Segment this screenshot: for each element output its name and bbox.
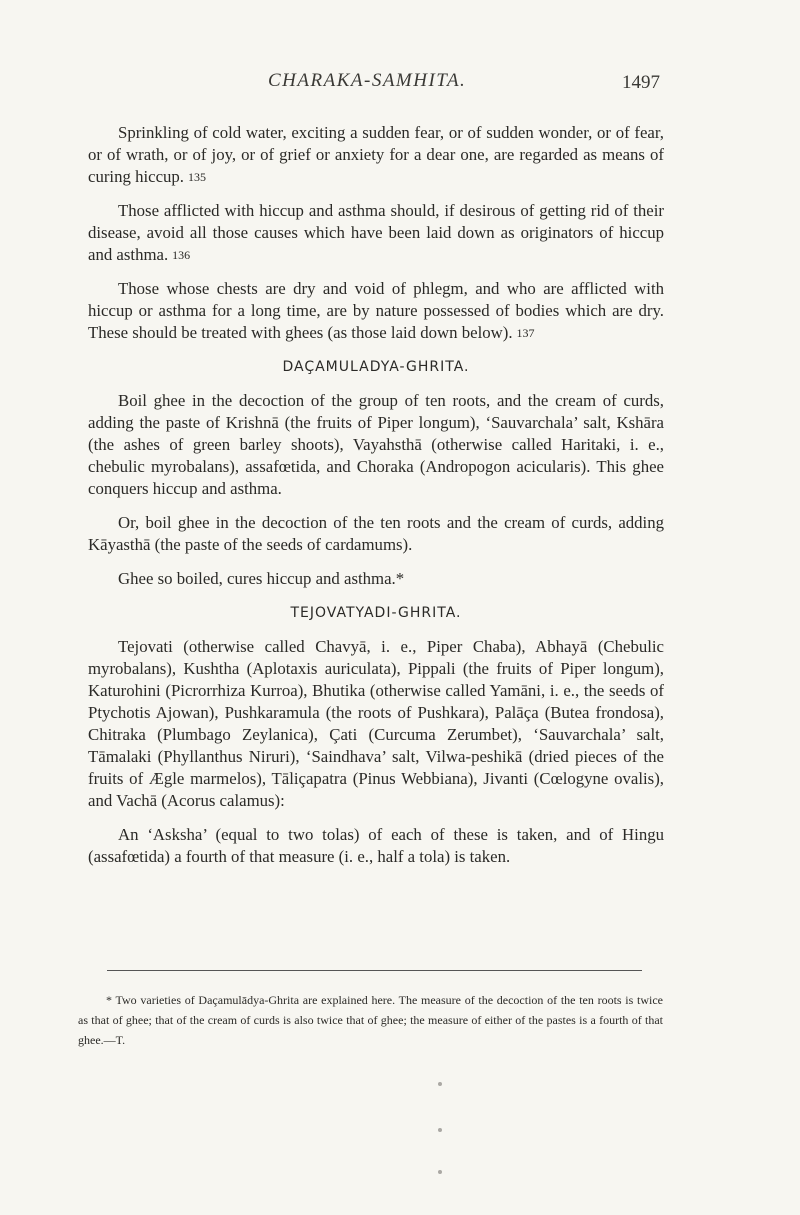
paragraph: Or, boil ghee in the decoction of the ten roots and the cream of curds, adding Kāyasthā (the paste of the seeds of cardamums).: [88, 513, 664, 554]
paragraph: [88, 122, 664, 188]
print-speck: [438, 1082, 442, 1086]
section-heading: TEJOVATYADI-GHRITA.: [290, 605, 462, 621]
verse-number: 135: [188, 170, 206, 184]
page-header: [0, 70, 800, 100]
paragraph: [88, 278, 664, 344]
footnote: [78, 990, 663, 1050]
page-body: [88, 122, 664, 880]
footnote-rule: [107, 970, 642, 971]
paragraph: Ghee so boiled, cures hiccup and asthma.*: [118, 569, 405, 588]
print-speck: [438, 1170, 442, 1174]
paragraph: An ‘Asksha’ (equal to two tolas) of each of these is taken, and of Hingu (assafœtida) a fourth of that measure (i. e., half a tola) is taken.: [88, 825, 664, 866]
print-speck: [438, 1128, 442, 1132]
verse-number: 136: [172, 248, 191, 262]
paragraph-text: Those afflicted with hiccup and asthma should, if desirous of getting rid of their disease, avoid all those causes which have been laid down as originators of hiccup and asthma.: [88, 201, 664, 264]
paragraph: Tejovati (otherwise called Chavyā, i. e., Piper Chaba), Abhayā (Chebulic myrobalans), Kushtha (Aplotaxis auriculata), Pippali (the fruits of Piper longum), Katurohini (Picrorrhiza Kurroa), Bhutika (otherwise called Yamāni, i. e., the seeds of Ptychotis Ajowan), Pushkaramula (the roots of Pushkara), Palāça (Butea frondosa), Chitraka (Plumbago Zeylanica), Çati (Curcuma Zerumbet), ‘Sauvarchala’ salt, Tāmalaki (Phyllanthus Niruri), ‘Saindhava’ salt, Vilwa-peshikā (dried pieces of the fruits of Ægle marmelos), Tāliçapatra (Pinus Webbiana), Jivanti (Cœlogyne ovalis), and Vachā (Acorus calamus):: [88, 637, 664, 810]
footnote-text: * Two varieties of Daçamulādya-Ghrita are explained here. The measure of the decoction of the ten roots is twice as that of ghee; that of the cream of curds is also twice that of ghee; the measure of either of the pastes is a fourth of that ghee.—T.: [78, 993, 663, 1047]
paragraph-text: Sprinkling of cold water, exciting a sudden fear, or of sudden wonder, or of fear, or of wrath, or of joy, or of grief or anxiety for a dear one, are regarded as means of curing hiccup.: [88, 123, 664, 186]
paragraph: Boil ghee in the decoction of the group of ten roots, and the cream of curds, adding the paste of Krishnā (the fruits of Piper longum), ‘Sauvarchala’ salt, Kshāra (the ashes of green barley shoots), Vayahsthā (otherwise called Haritaki, i. e., chebulic myrobalans), assafœtida, and Choraka (Andropogon acicularis). This ghee conquers hiccup and asthma.: [88, 391, 664, 498]
verse-number: 137: [516, 326, 535, 340]
page-number: 1497: [622, 72, 660, 93]
section-heading: DAÇAMULADYA-GHRITA.: [282, 359, 470, 375]
running-title: CHARAKA-SAMHITA.: [268, 70, 467, 91]
paragraph: [88, 200, 664, 266]
paragraph-text: Those whose chests are dry and void of phlegm, and who are afflicted with hiccup or asthma for a long time, are by nature possessed of bodies which are dry. These should be treated with ghees (as those laid down below).: [88, 279, 664, 342]
